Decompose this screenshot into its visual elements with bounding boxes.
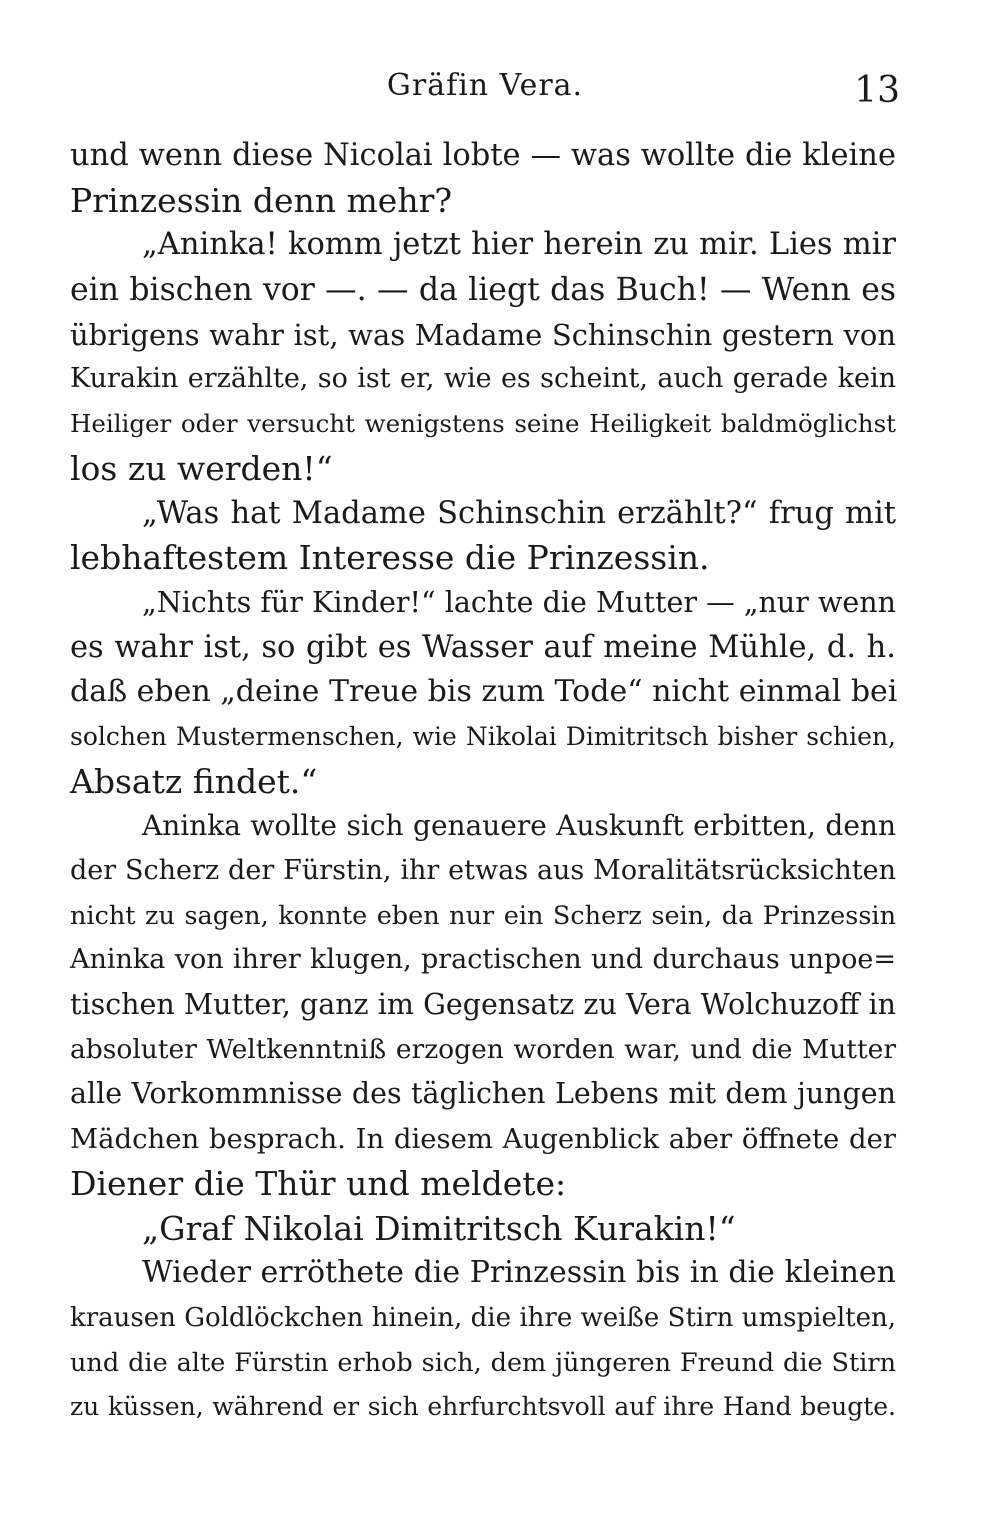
- text-line: solchen Mustermenschen, wie Nikolai Dimitritsch bisher schien,: [70, 721, 896, 751]
- page-header: [70, 62, 900, 112]
- text-line: Mädchen besprach. In diesem Augenblick aber öffnete der: [70, 1123, 896, 1156]
- text-line: zu küssen, während er sich ehrfurchtsvoll auf ihre Hand beugte.: [70, 1392, 896, 1422]
- text-line: alle Vorkommnisse des täglichen Lebens mit dem jungen: [70, 1077, 896, 1111]
- body-text: [70, 134, 896, 1430]
- text-line: übrigens wahr ist, was Madame Schinschin gestern von: [70, 317, 896, 352]
- text-line: Heiliger oder versucht wenigstens seine Heiligkeit baldmöglichst: [70, 409, 896, 439]
- text-line: krausen Goldlöckchen hinein, die ihre weiße Stirn umspielten,: [70, 1302, 896, 1333]
- text-line: Wieder erröthete die Prinzessin bis in die kleinen: [142, 1255, 896, 1291]
- text-line: „Aninka! komm jetzt hier herein zu mir. Lies mir: [142, 227, 896, 263]
- text-line: „Was hat Madame Schinschin erzählt?“ frug mit: [142, 495, 896, 531]
- text-line: ein bischen vor —. — da liegt das Buch! — Wenn es: [70, 272, 896, 309]
- text-line: Aninka von ihrer klugen, practischen und durchaus unpoe=: [70, 944, 896, 976]
- text-line: „Nichts für Kinder!“ lachte die Mutter — „nur wenn: [142, 585, 896, 619]
- text-line: nicht zu sagen, konnte eben nur ein Scherz sein, da Prinzessin: [70, 900, 896, 931]
- text-line: Absatz findet.“: [70, 761, 318, 801]
- text-line: und wenn diese Nicolai lobte — was wollte die kleine: [70, 138, 896, 173]
- text-line: absoluter Weltkenntniß erzogen worden war, und die Mutter: [70, 1033, 896, 1065]
- page-number: 13: [854, 70, 900, 111]
- text-line: Kurakin erzählte, so ist er, wie es scheint, auch gerade kein: [70, 363, 896, 395]
- text-line: los zu werden!“: [70, 448, 333, 488]
- text-line: Diener die Thür und meldete:: [70, 1163, 567, 1203]
- text-line: tischen Mutter, ganz im Gegensatz zu Vera Wolchuzoff in: [70, 988, 896, 1022]
- running-title: Gräfin Vera.: [386, 68, 584, 103]
- text-line: es wahr ist, so gibt es Wasser auf meine Mühle, d. h.: [70, 629, 896, 665]
- text-line: und die alte Fürstin erhob sich, dem jüngeren Freund die Stirn: [70, 1347, 896, 1378]
- text-line: daß eben „deine Treue bis zum Tode“ nicht einmal bei: [70, 674, 898, 710]
- text-line: der Scherz der Fürstin, ihr etwas aus Moralitätsrücksichten: [70, 855, 896, 886]
- text-line: Prinzessin denn mehr?: [70, 180, 453, 220]
- text-line: Aninka wollte sich genauere Auskunft erbitten, denn: [142, 809, 896, 843]
- text-line: lebhaftestem Interesse die Prinzessin.: [70, 538, 710, 578]
- text-line: „Graf Nikolai Dimitritsch Kurakin!“: [142, 1208, 736, 1248]
